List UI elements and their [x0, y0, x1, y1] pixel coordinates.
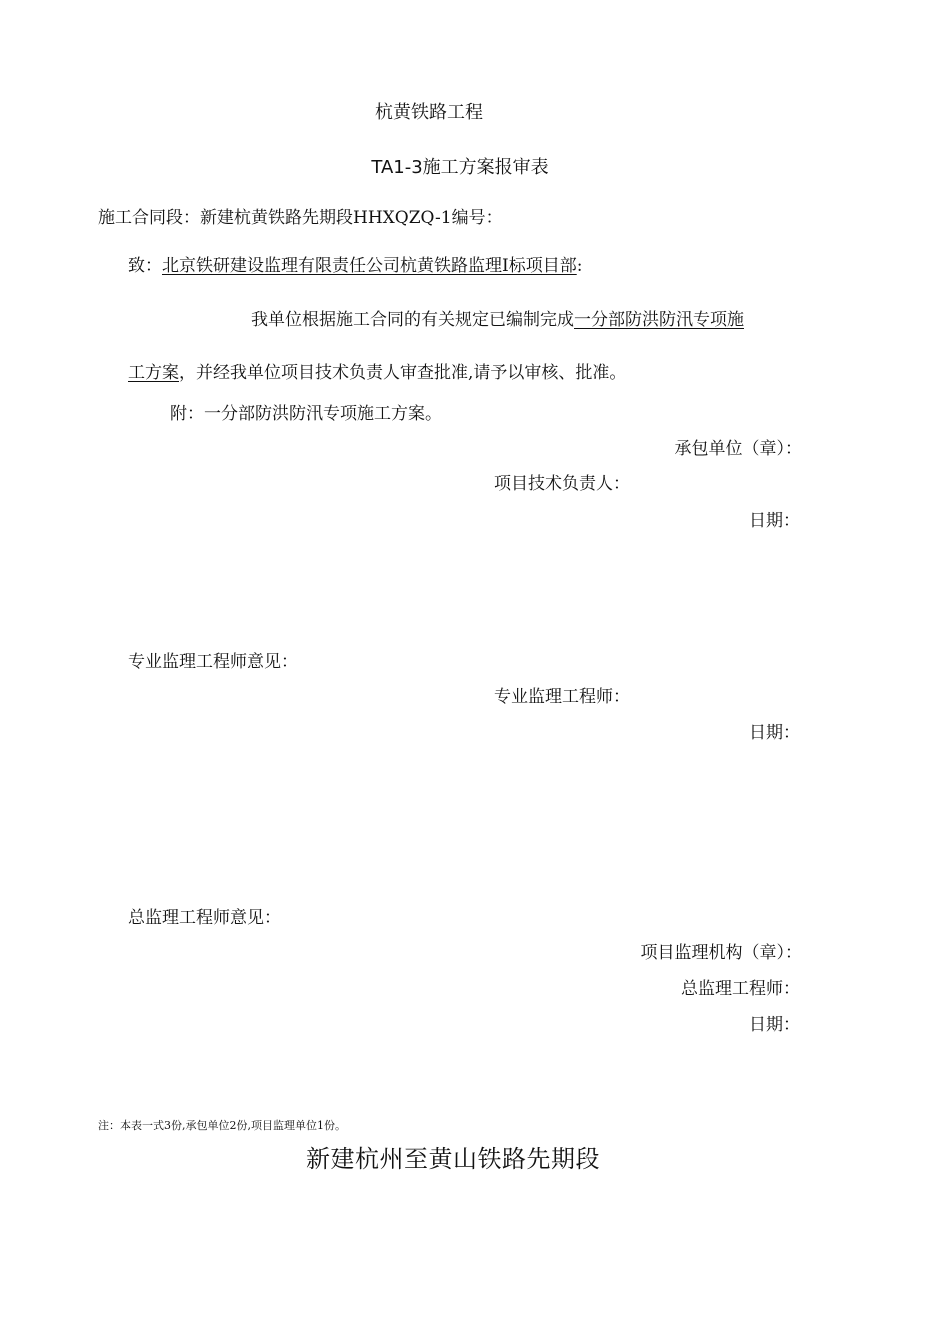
addressee-name: 北京铁研建设监理有限责任公司杭黄铁路监理Ⅰ标项目部	[162, 256, 577, 276]
addressee-suffix: :	[576, 256, 583, 276]
statement-plan-name-1: 一分部防洪防汛专项施	[574, 310, 744, 330]
chief-org-label: 项目监理机构（章）：	[640, 943, 802, 963]
statement-line-2	[128, 358, 626, 383]
addressee-line	[128, 251, 582, 276]
contractor-tech-lead-label: 项目技术负责人：	[494, 474, 630, 494]
form-note: 注：本表一式3份,承包单位2份,项目监理单位1份。	[98, 1119, 346, 1132]
contract-label: 施工合同段：	[98, 208, 200, 228]
number-label: 编号：	[451, 208, 503, 228]
specialist-engineer-label: 专业监理工程师：	[494, 687, 630, 707]
addressee-prefix: 致：	[128, 256, 162, 276]
contractor-date-label: 日期：	[749, 511, 800, 531]
attachment: 附：一分部防洪防汛专项施工方案。	[170, 404, 442, 424]
specialist-opinion-label: 专业监理工程师意见：	[128, 652, 298, 672]
contract-line	[98, 203, 503, 228]
footer-title: 新建杭州至黄山铁路先期段	[306, 1145, 600, 1173]
chief-engineer-label: 总监理工程师：	[681, 979, 800, 999]
project-title: 杭黄铁路工程	[375, 102, 483, 123]
statement-plan-name-2: 工方案	[128, 363, 179, 383]
contractor-unit-label: 承包单位（章）：	[674, 439, 802, 459]
statement-line-1	[251, 305, 744, 330]
statement-text-2: ，并经我单位项目技术负责人审查批准,请予以审核、批准。	[179, 363, 627, 383]
contract-value: 新建杭黄铁路先期段HHXQZQ-1	[200, 208, 452, 228]
specialist-date-label: 日期：	[749, 723, 800, 743]
form-title: TA1-3施工方案报审表	[371, 157, 549, 178]
statement-text-1: 我单位根据施工合同的有关规定已编制完成	[251, 310, 574, 330]
chief-date-label: 日期：	[749, 1015, 800, 1035]
chief-opinion-label: 总监理工程师意见：	[128, 908, 281, 928]
